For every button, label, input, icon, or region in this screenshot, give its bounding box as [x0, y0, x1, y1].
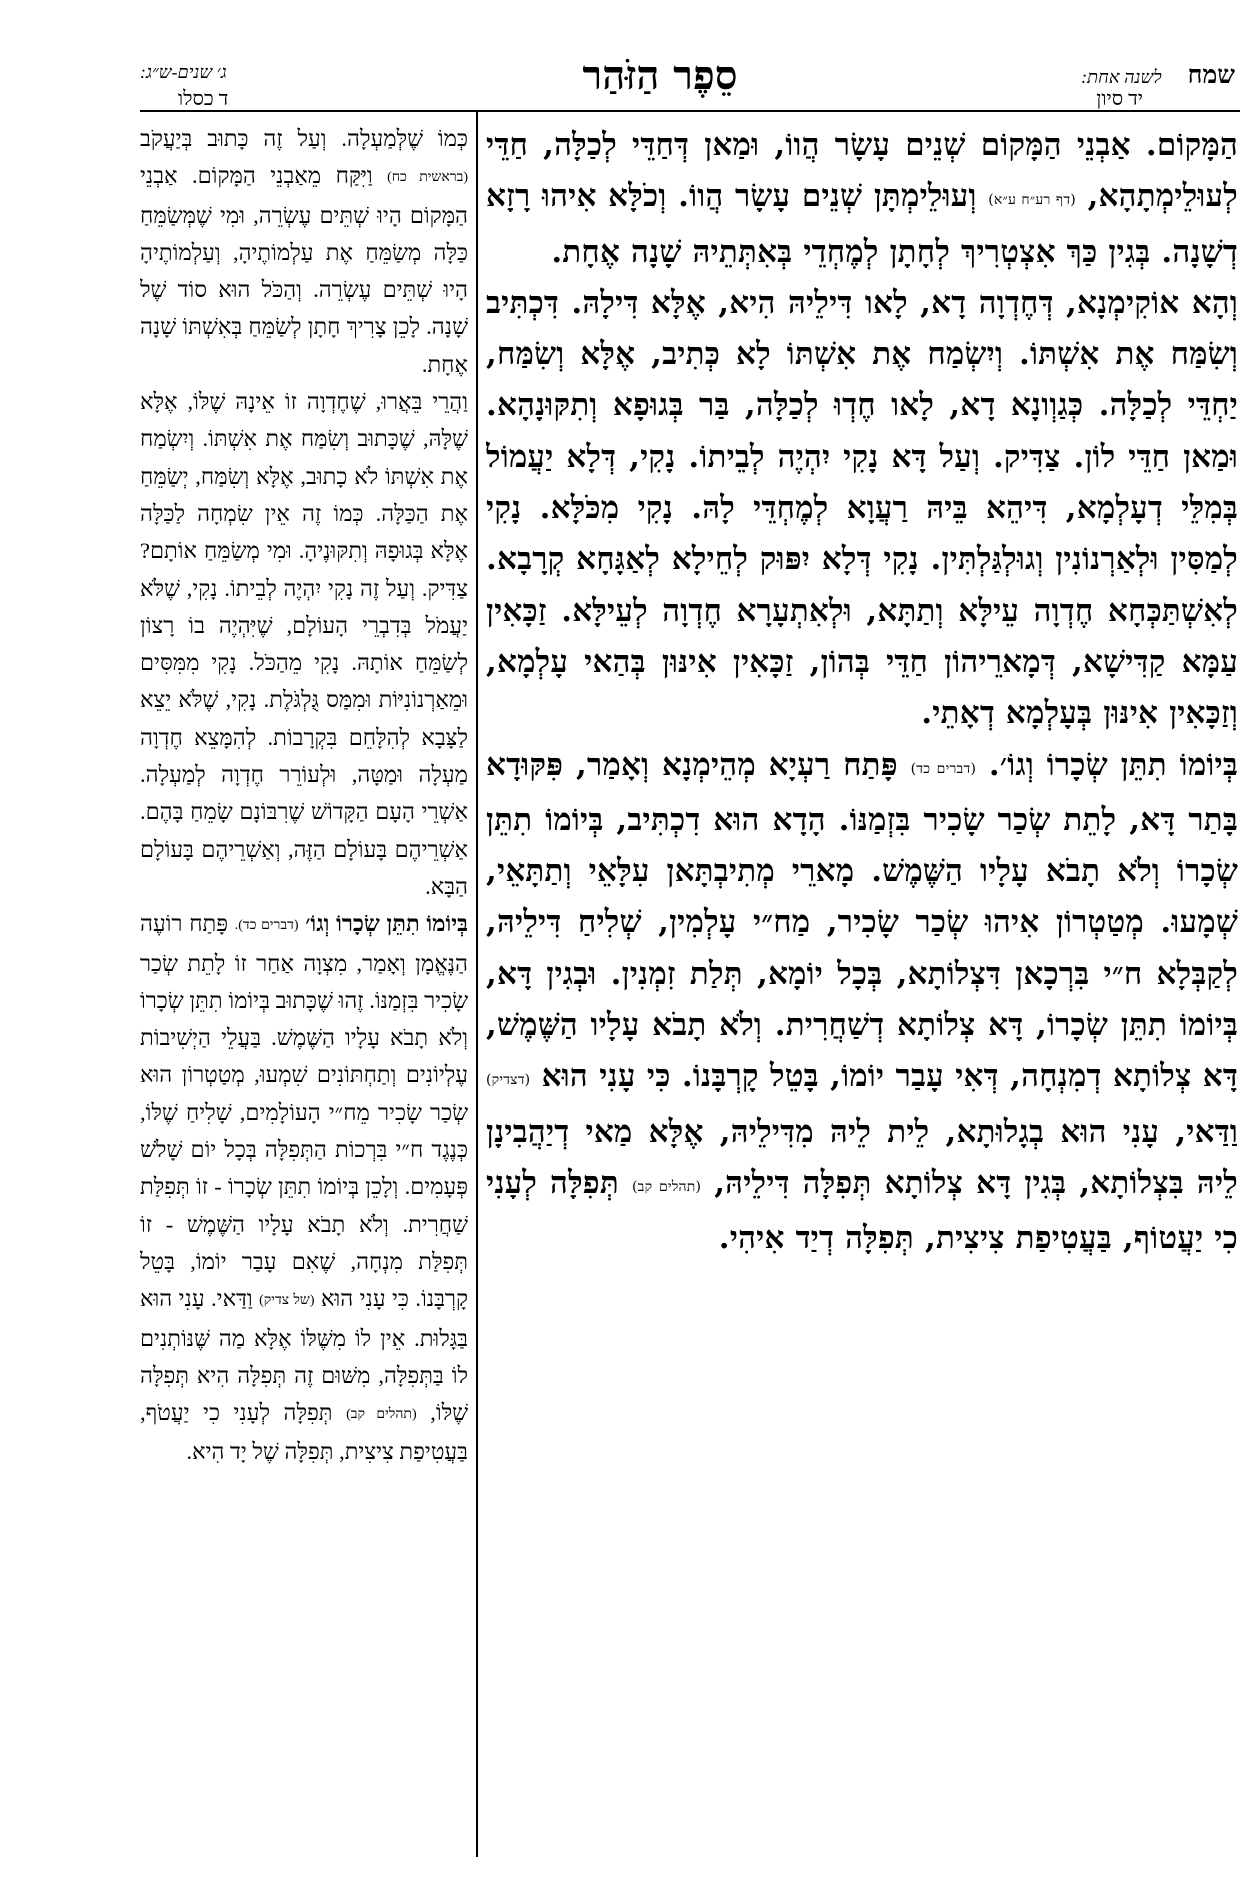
main-text-2: וְהָא אוֹקִימְנָא, דְּחֶדְוָה דָא, לָאו דִּילֵיהּ הִיא, אֶלָּא דִּילָהּ. דִּכְתִּיב וְשִׂמַּח אֶת אִשְׁתּוֹ. וְיִשְׂמַח אֶת אִשְׁתּוֹ לָא כְּתִיב, אֶלָּא וְשִׂמַּח, יַחְדֵּי לְכַלָּה. כְּגַוְונָא דָא, לָאו חֶדְוּ לְכַלָּה, בַּר בְּגוּפָא וְתִקּוּנָהָא. וּמַאן חַדֵּי לוֹן. צַדִּיק. וְעַל דָּא נָקִי יִהְיֶה לְבֵיתוֹ. נָקִי, דְּלָא יַעֲמוֹל בְּמִלֵּי דְעָלְמָא, דִּיהֵא בֵּיהּ רַעֲוָא לְמֶחְדֵּי לָהּ. נָקִי מִכֹּלָּא. נָקִי לְמַסִּין וּלְאַרְנוֹנִין וְגוּלְגַּלְתִּין. נָקִי דְּלָא יִפּוּק לְחֵילָא לְאַגָּחָא קְרָבָא. לְאִשְׁתַּכְּחָא חֶדְוָה עֵילָּא וְתַתָּא, וּלְאִתְעָרָא חֶדְוָה לְעֵילָּא. זַכָּאִין עַמָּא קַדִּישָׁא, דְּמָארֵיהוֹן חַדֵּי בְּהוֹן, זַכָּאִין אִינּוּן בְּהַאי עָלְמָא, וְזַכָּאִין אִינּוּן בְּעָלְמָא דְאָתֵי. — [486, 284, 1238, 732]
date-right: יד סיון — [1096, 88, 1143, 110]
genesis-reference: (בראשית כח) — [387, 170, 468, 186]
inline-note: (דצדיק) — [486, 1072, 531, 1089]
main-text-3c: תְּפִלָּה לְעָנִי כִי יַעֲטוֹף, בַּעֲטִיפַת צִיצִית, תְּפִלָּה דְיַד אִיהִי. — [486, 1164, 1238, 1257]
side-paragraph-3 — [140, 905, 468, 1470]
main-text-3b: וַדַּאי, עָנִי הוּא בְגָלוּתָא, לֵית לֵיהּ מִדִּילֵיהּ, אֶלָּא מַאי דְיַהֲבִינָן לֵיהּ בִּצְלוֹתָא, בְּגִין דָּא צְלוֹתָא תְּפִלָּה דִּילֵיהּ, — [486, 1113, 1238, 1201]
date-left: ד כסלו — [178, 88, 229, 110]
side-text-3a: פָּתַח רוֹעֶה הַנֶּאֱמָן וְאָמַר, מִצְוָה אַחַר זוֹ לָתֵת שְׂכַר שָׂכִיר בִּזְמַנּוֹ. זֶהוּ שֶׁכָּתוּב בְּיוֹמוֹ תִתֵּן שְׂכָרוֹ וְלֹא תָבֹא עָלָיו הַשֶּׁמֶשׁ. בַּעֲלֵי הַיְשִׁיבוֹת עֶלְיוֹנִים וְתַחְתּוֹנִים שִׁמְעוּ, מְטַטְרוֹן הוּא שְׂכַר שָׂכִיר מֵח״י הָעוֹלָמִים, שָׁלִיחַ שֶׁלּוֹ, כְּנֶגֶד ח״י בִּרְכוֹת הַתְּפִלָּה בְּכָל יוֹם שָׁלֹשׁ פְּעָמִים. וְלָכֵן בְּיוֹמוֹ תִתֵּן שְׂכָרוֹ - זוֹ תְּפִלַּת שַׁחֲרִית. וְלֹא תָבֹא עָלָיו הַשֶּׁמֶשׁ - זוֹ תְּפִלַּת מִנְחָה, שֶׁאִם עָבַר יוֹמוֹ, בָּטֵל קָרְבָּנוֹ. כִּי עָנִי הוּא — [140, 911, 468, 1312]
side-text-3c: תְּפִלָּה לְעָנִי כִי יַעֲטֹף, בַּעֲטִיפַת צִיצִית, תְּפִלָּה שֶׁל יָד הִיא. — [140, 1400, 468, 1465]
main-verse-heading: בְּיוֹמוֹ תִתֵּן שְׂכָרוֹ וְגוֹ׳. — [988, 746, 1238, 783]
column-divider — [476, 112, 478, 1857]
main-text-3a: פָּתַח רַעְיָא מְהֵימְנָא וְאָמַר, פִּקּוּדָא בָּתַר דָּא, לָתֵת שְׂכַר שָׂכִיר בִּזְמַנּוֹ. הָדָא הוּא דִכְתִּיב, בְּיוֹמוֹ תִתֵּן שְׂכָרוֹ וְלֹא תָבֹא עָלָיו הַשֶּׁמֶשׁ. מָארֵי מְתִיבְתָּאן עִלָּאֵי וְתַתָּאֵי, שְׁמָעוּ. מְטַטְרוֹן אִיהוּ שְׂכַר שָׂכִיר, מַח״י עָלְמִין, שְׁלִיחַ דִּילֵיהּ, לְקַבְּלָא ח״י בִּרְכָאן דִּצְלוֹתָא, בְּכָל יוֹמָא, תְּלַת זִמְנִין. וּבְגִין דָּא, בְּיוֹמוֹ תִתֵּן שְׂכָרוֹ, דָּא צְלוֹתָא דְשַׁחֲרִית. וְלֹא תָבֹא עָלָיו הַשֶּׁמֶשׁ, דָּא צְלוֹתָא דְמִנְחָה, דְּאִי עָבַר יוֹמוֹ, בָּטֵל קָרְבָּנוֹ. כִּי עָנִי הוּא — [486, 746, 1238, 1095]
main-text-column — [486, 120, 1238, 1870]
psalms-reference: (תהלים קב) — [631, 1178, 702, 1195]
main-paragraph-1 — [486, 120, 1238, 278]
cycle-label-left: ג׳ שנים-ש״ג: — [140, 62, 227, 82]
header-right — [1081, 62, 1235, 90]
cycle-label-right: לשנה אחת: — [1081, 67, 1162, 87]
page-reference: (דף רע״ח ע״א) — [988, 192, 1076, 209]
page-title: סֵפֶר הַזֹּהַר — [582, 52, 738, 99]
main-paragraph-2 — [486, 278, 1238, 740]
side-verse-heading: בְּיוֹמוֹ תִתֵּן שְׂכָרוֹ וְגוֹ׳ — [305, 911, 468, 937]
main-text-1a: הַמָּקוֹם. אַבְנֵי הַמָּקוֹם שְׁנֵים עָשָׂר הֲווֹ, וּמַאן דְּחַדֵּי לְכַלָּה, חַדֵּי לְעוּלֵימְתָהָא, — [486, 127, 1238, 215]
verse-reference: (דברים כד) — [910, 760, 977, 777]
side-inline-note: (של צדיק) — [259, 1293, 315, 1309]
side-text-1b: וַיִּקַּח מֵאַבְנֵי הַמָּקוֹם. אַבְנֵי הַמָּקוֹם הָיוּ שְׁתֵּים עֶשְׂרֵה, וּמִי שֶׁמְּשַׂמֵּחַ כַּלָּה מְשַׂמֵּחַ אֶת עַלְמוֹתֶיהָ, וְעַלְמוֹתֶיהָ הָיוּ שְׁתֵּים עֶשְׂרֵה. וְהַכֹּל הוּא סוֹד שֶׁל שָׁנָה. לָכֵן צָרִיךְ חָתָן לְשַׂמֵּחַ בְּאִשְׁתּוֹ שָׁנָה אֶחָת. — [140, 163, 468, 377]
side-psalms-reference: (תהלים קב) — [346, 1407, 417, 1423]
header-rule — [140, 110, 1240, 112]
side-text-2: וַהֲרֵי בֵּאֲרוּ, שֶׁחֶדְוָה זוֹ אֵינָהּ שֶׁלּוֹ, אֶלָּא שֶׁלָּהּ, שֶׁכָּתוּב וְשִׂמַּח אֶת אִשְׁתּוֹ. וְיִשְׂמַח אֶת אִשְׁתּוֹ לֹא כָתוּב, אֶלָּא וְשִׂמַּח, יְשַׂמֵּחַ אֶת הַכַּלָּה. כְּמוֹ זֶה אֵין שִׂמְחָה לַכַּלָּה אֶלָּא בְּגוּפָהּ וְתִקּוּנֶיהָ. וּמִי מְשַׂמֵּחַ אוֹתָם? צַדִּיק. וְעַל זֶה נָקִי יִהְיֶה לְבֵיתוֹ. נָקִי, שֶׁלֹּא יַעֲמֹל בְּדִבְרֵי הָעוֹלָם, שֶׁיִּהְיֶה בוֹ רָצוֹן לְשַׂמֵּחַ אוֹתָהּ. נָקִי מֵהַכֹּל. נָקִי מִמִּסִּים וּמֵאַרְנוֹנִיּוֹת וּמִמַּס גֻּלְגֹּלֶת. נָקִי, שֶׁלֹּא יֵצֵא לַצָּבָא לְהִלָּחֵם בִּקְרָבוֹת. לְהִמָּצֵא חֶדְוָה מַעְלָה וּמַטָּה, וּלְעוֹרֵר חֶדְוָה לְמַעְלָה. אַשְׁרֵי הָעָם הַקָּדוֹשׁ שֶׁרִבּוֹנָם שָׂמֵחַ בָּהֶם. אַשְׁרֵיהֶם בָּעוֹלָם הַזֶּה, וְאַשְׁרֵיהֶם בָּעוֹלָם הַבָּא. — [140, 389, 468, 899]
side-paragraph-1 — [140, 120, 468, 383]
main-paragraph-3 — [486, 740, 1238, 1265]
side-text-3b: וַדַּאי. עָנִי הוּא בַּגָּלוּת. אֵין לוֹ מִשֶּׁלּוֹ אֶלָּא מַה שֶּׁנּוֹתְנִים לוֹ בַּתְּפִלָּה, מִשּׁוּם זֶה תְּפִלָּה הִיא תְּפִלָּה שֶׁלּוֹ, — [140, 1286, 468, 1426]
translation-column — [140, 120, 468, 1870]
side-text-1a: כְּמוֹ שֶׁלְּמַעְלָה. וְעַל זֶה כָּתוּב בְּיַעֲקֹב — [140, 126, 468, 151]
side-verse-reference: (דברים כד). — [234, 918, 299, 934]
side-paragraph-2 — [140, 383, 468, 905]
main-text-1b: וְעוּלֵימְתָּן שְׁנֵים עָשָׂר הֲווֹ. וְכֹלָּא אִיהוּ רָזָא דְשָׁנָה. בְּגִין כַּךְ אִצְטְרִיךְ לְחָתָן לְמֶחְדֵי בְּאִתְּתֵיהּ שָׁנָה אֶחָת. — [486, 178, 1238, 270]
parsha-name: שמח — [1187, 62, 1235, 89]
